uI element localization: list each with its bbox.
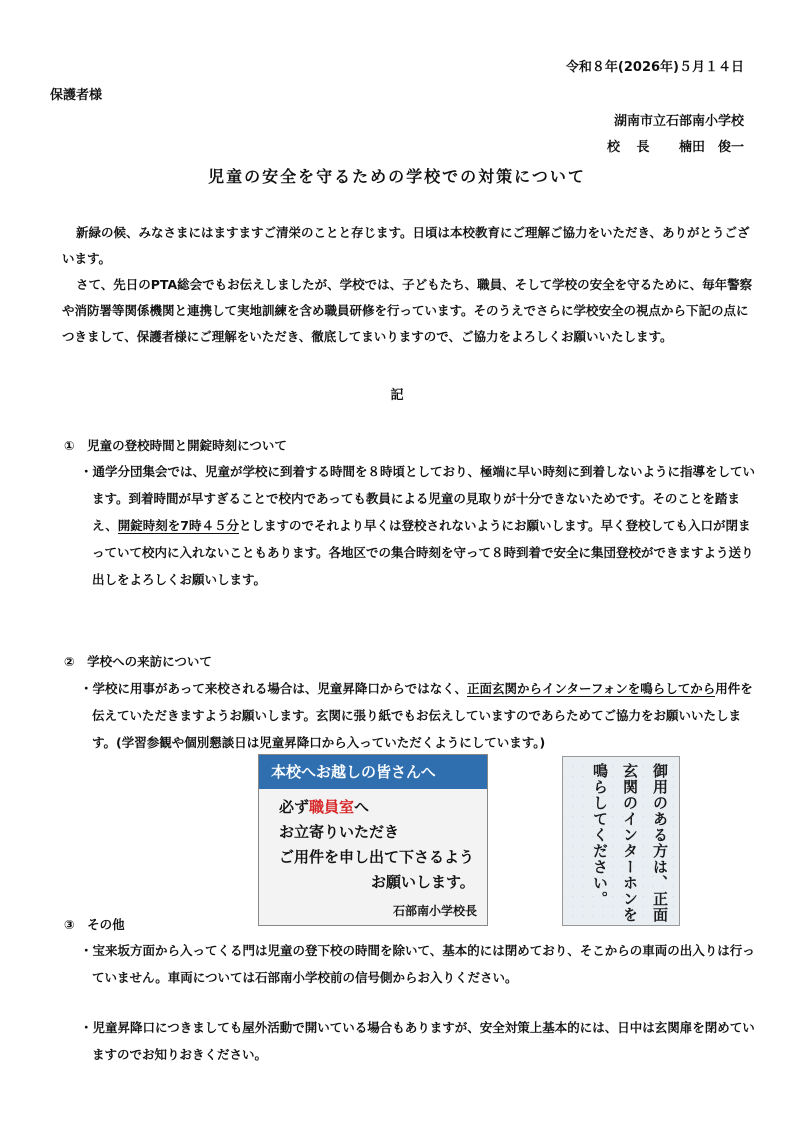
section-1-text-b: としますのでそれより早くは登校されないようにお願いします。早く登校しても入口が閉まっていて校内に入れないこともあります。各地区での集合時刻を守って８時到着で安全に集団登校ができますよう送り出しをよろしくお願いします。 bbox=[92, 518, 754, 587]
entrance-sign-photo bbox=[258, 754, 488, 926]
addressee: 保護者様 bbox=[50, 88, 103, 103]
sign-line-1-post: へ bbox=[354, 798, 370, 816]
section-3-item-1: ・宝来坂方面から入ってくる門は児童の登下校の時間を除いて、基本的には閉めており、そこからの車両の出入りは行っていません。車両については石部南小学校前の信号側からお入りください。 bbox=[80, 943, 755, 985]
section-1-text-a: ・通学分団集会では、児童が学校に到着する時間を８時頃としており、極端に早い時刻に到着しないように指導をしています。到着時間が早すぎることで校内であっても教員による児童の見取りが十分できないためです。そのことを踏まえ、 bbox=[80, 464, 756, 533]
ki-heading: 記 bbox=[390, 388, 404, 403]
section-3-heading: ③ その他 bbox=[64, 917, 125, 932]
section-3-item-2: ・児童昇降口につきましても屋外活動で開いている場合もありますが、安全対策上基本的には、日中は玄関扉を閉めていますのでお知りおきください。 bbox=[80, 1020, 755, 1062]
document-date: 令和８年(2026年)５月１４日 bbox=[565, 60, 744, 75]
section-2-heading: ② 学校への来訪について bbox=[64, 654, 212, 669]
sign-signature: 石部南小学校長 bbox=[392, 904, 477, 918]
door-notice-photo bbox=[562, 756, 680, 926]
section-1-underlined: 開錠時刻を7時４５分 bbox=[117, 518, 239, 533]
school-name: 湖南市立石部南小学校 bbox=[613, 114, 744, 129]
sign-line-3: ご用件を申し出て下さるよう bbox=[279, 848, 475, 866]
notice-col-1: 御用のある方は、正面 bbox=[651, 763, 669, 923]
section-2-text-a: ・学校に用事があって来校される場合は、児童昇降口からではなく、 bbox=[80, 681, 468, 696]
section-2-text-b: 用件を伝えていただきますようお願いします。玄関に張り紙でもお伝えしていますのであらためてご協力をお願いいたします。(学習参観や個別懇談日は児童昇降口から入っていただくようにしています。) bbox=[92, 681, 753, 750]
sign-line-1-red: 職員室 bbox=[309, 798, 355, 816]
section-2-underlined: 正面玄関からインターフォンを鳴らしてから bbox=[467, 681, 716, 696]
intro-paragraph-2: さて、先日のPTA総会でもお伝えしましたが、学校では、子どもたち、職員、そして学校の安全を守るために、毎年警察や消防署等関係機関と連携して実地訓練を含め職員研修を行っています。そのうえでさらに学校安全の視点から下記の点につきまして、保護者様にご理解をいただき、徹底してまいりますので、ご協力をよろしくお願いいたします。 bbox=[62, 277, 753, 344]
document-title: 児童の安全を守るための学校での対策について bbox=[208, 167, 586, 186]
sign-body bbox=[259, 789, 487, 895]
sign-line-4: お願いします。 bbox=[371, 873, 475, 891]
intro-paragraph-1: 新緑の候、みなさまにはますますご清栄のことと存じます。日頃は本校教育にご理解ご協力をいただき、ありがとうございます。 bbox=[62, 225, 750, 266]
sign-line-1 bbox=[279, 795, 487, 820]
section-2-item bbox=[80, 675, 758, 756]
notice-col-2: 玄関のインターホンを bbox=[621, 763, 639, 923]
sign-line-2: お立寄りいただき bbox=[279, 823, 400, 841]
notice-col-3: 鳴らしてください。 bbox=[591, 763, 609, 907]
principal-name: 校 長 楠田 俊一 bbox=[606, 140, 744, 155]
section-1-item bbox=[80, 458, 758, 593]
section-1-heading: ① 児童の登校時間と開錠時刻について bbox=[64, 438, 287, 453]
sign-line-1-pre: 必ず bbox=[279, 798, 310, 816]
sign-header: 本校へお越しの皆さんへ bbox=[259, 755, 487, 789]
